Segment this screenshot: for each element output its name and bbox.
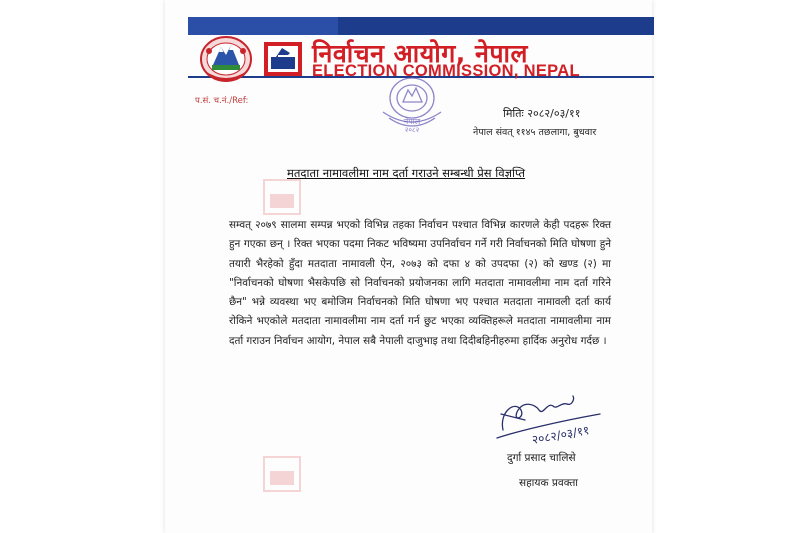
signatory-name: दुर्गा प्रसाद चालिसे: [507, 452, 576, 464]
svg-text:२०८२/०३/११: २०८२/०३/११: [530, 423, 591, 447]
letter-date: मितिः २०८२/०३/११: [503, 107, 581, 120]
header-band: [188, 17, 654, 35]
handwritten-signature-icon: [495, 392, 610, 447]
header-title-nepali: निर्वाचन आयोग, नेपाल: [312, 39, 528, 68]
reference-label: प.सं. च.नं./Ref:: [195, 96, 249, 106]
press-release-subject: मतदाता नामावलीमा नाम दर्ता गराउने सम्बन्धी प्रेस विज्ञप्ति: [287, 166, 526, 180]
office-round-stamp-icon: [375, 72, 449, 134]
nepal-government-emblem-icon: [199, 35, 253, 83]
svg-text:नेपाल: नेपाल: [403, 117, 421, 126]
nepal-era-date: नेपाल संवत् ११४५ तछलागा, बुधवार: [473, 127, 597, 138]
svg-text:२०८२: २०८२: [404, 126, 420, 134]
election-commission-logo-icon: [264, 42, 302, 76]
bleed-through-mark: [262, 455, 302, 493]
header-title-english: ELECTION COMMISSION, NEPAL: [312, 62, 580, 80]
bleed-through-mark: [262, 178, 302, 216]
signatory-title: सहायक प्रवक्ता: [519, 477, 579, 489]
press-release-body: सम्वत् २०७९ सालमा सम्पन्न भएको विभिन्न तहका निर्वाचन पश्चात विभिन्न कारणले केही पदहरू रिक्त हुन गएका छन् । रिक्त भएका पदमा निकट भविष्यमा उपनिर्वाचन गर्ने गरी निर्वाचनको मिति घोषणा हुने तयारी भैरहेको हुँदा मतदाता नामावली ऐन, २०७३ को दफा ४ को उपदफा (२) को खण्ड (२) मा "निर्वाचनको घोषणा भैसकेपछि सो निर्वाचनको प्रयोजनका लागि मतदाता नामावलीमा नाम दर्ता गरिने छैन" भन्ने व्यवस्था भए बमोजिम निर्वाचनको मिति घोषणा भए पश्चात मतदाता नामावली दर्ता कार्य रोकिने भएकोले मतदाता नामावलीमा नाम दर्ता गर्न छुट भएका व्यक्तिहरूले मतदाता नामावलीमा नाम दर्ता गराउन निर्वाचन आयोग, नेपाल सबै नेपाली दाजुभाइ तथा दिदीबहिनीहरुमा हार्दिक अनुरोध गर्दछ ।: [229, 219, 611, 347]
